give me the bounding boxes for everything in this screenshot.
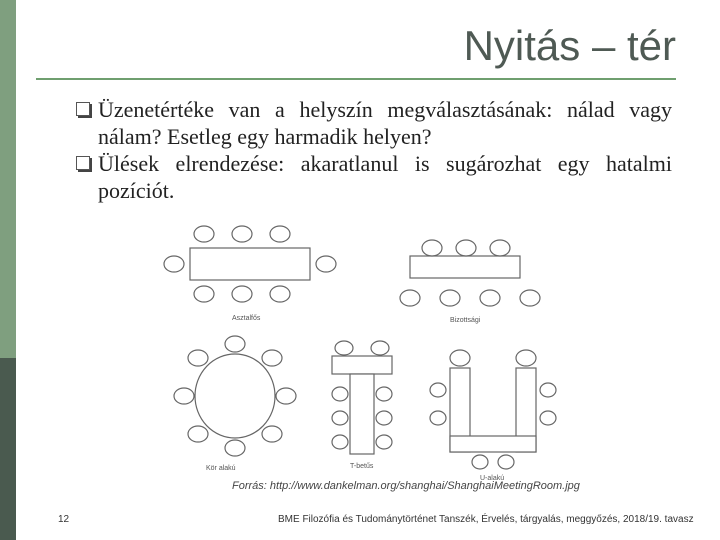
round-arrangement-label: Kör alakú bbox=[206, 465, 236, 472]
committee-arrangement bbox=[400, 240, 540, 306]
rectangle-arrangement bbox=[164, 226, 336, 302]
side-accent-bar-bottom bbox=[0, 358, 16, 540]
bullet-text: Üzenetértéke van a helyszín megválasztásának: nálad vagy nálam? Esetleg egy harmadik helyen? bbox=[98, 97, 672, 149]
rectangle-arrangement-label: Asztalfős bbox=[232, 315, 261, 322]
square-bullet-icon bbox=[76, 156, 90, 170]
square-bullet-icon bbox=[76, 102, 90, 116]
bullet-item bbox=[74, 96, 672, 150]
committee-arrangement-label: Bizottsági bbox=[450, 317, 481, 324]
u-shape-arrangement-label: U-alakú bbox=[480, 475, 505, 482]
title-divider bbox=[36, 78, 676, 80]
slide-title: Nyitás – tér bbox=[463, 22, 676, 69]
bullet-text: Ülések elrendezése: akaratlanul is sugározhat egy hatalmi pozíciót. bbox=[98, 151, 672, 203]
u-shape-arrangement bbox=[430, 350, 556, 469]
bullet-list bbox=[74, 96, 672, 204]
page-number: 12 bbox=[58, 514, 70, 525]
t-shape-arrangement bbox=[332, 341, 392, 454]
seating-arrangements-figure bbox=[160, 218, 560, 498]
side-accent-bar-top bbox=[0, 0, 16, 358]
bullet-item bbox=[74, 150, 672, 204]
t-shape-arrangement-label: T-betűs bbox=[350, 463, 374, 470]
figure-source: Forrás: http://www.dankelman.org/shanghai/ShanghaiMeetingRoom.jpg bbox=[232, 480, 580, 492]
round-arrangement bbox=[174, 336, 296, 456]
footer-text: BME Filozófia és Tudománytörténet Tanszék, Érvelés, tárgyalás, meggyőzés, 2018/19. tavasz bbox=[278, 514, 694, 525]
seating-diagram bbox=[160, 218, 560, 498]
